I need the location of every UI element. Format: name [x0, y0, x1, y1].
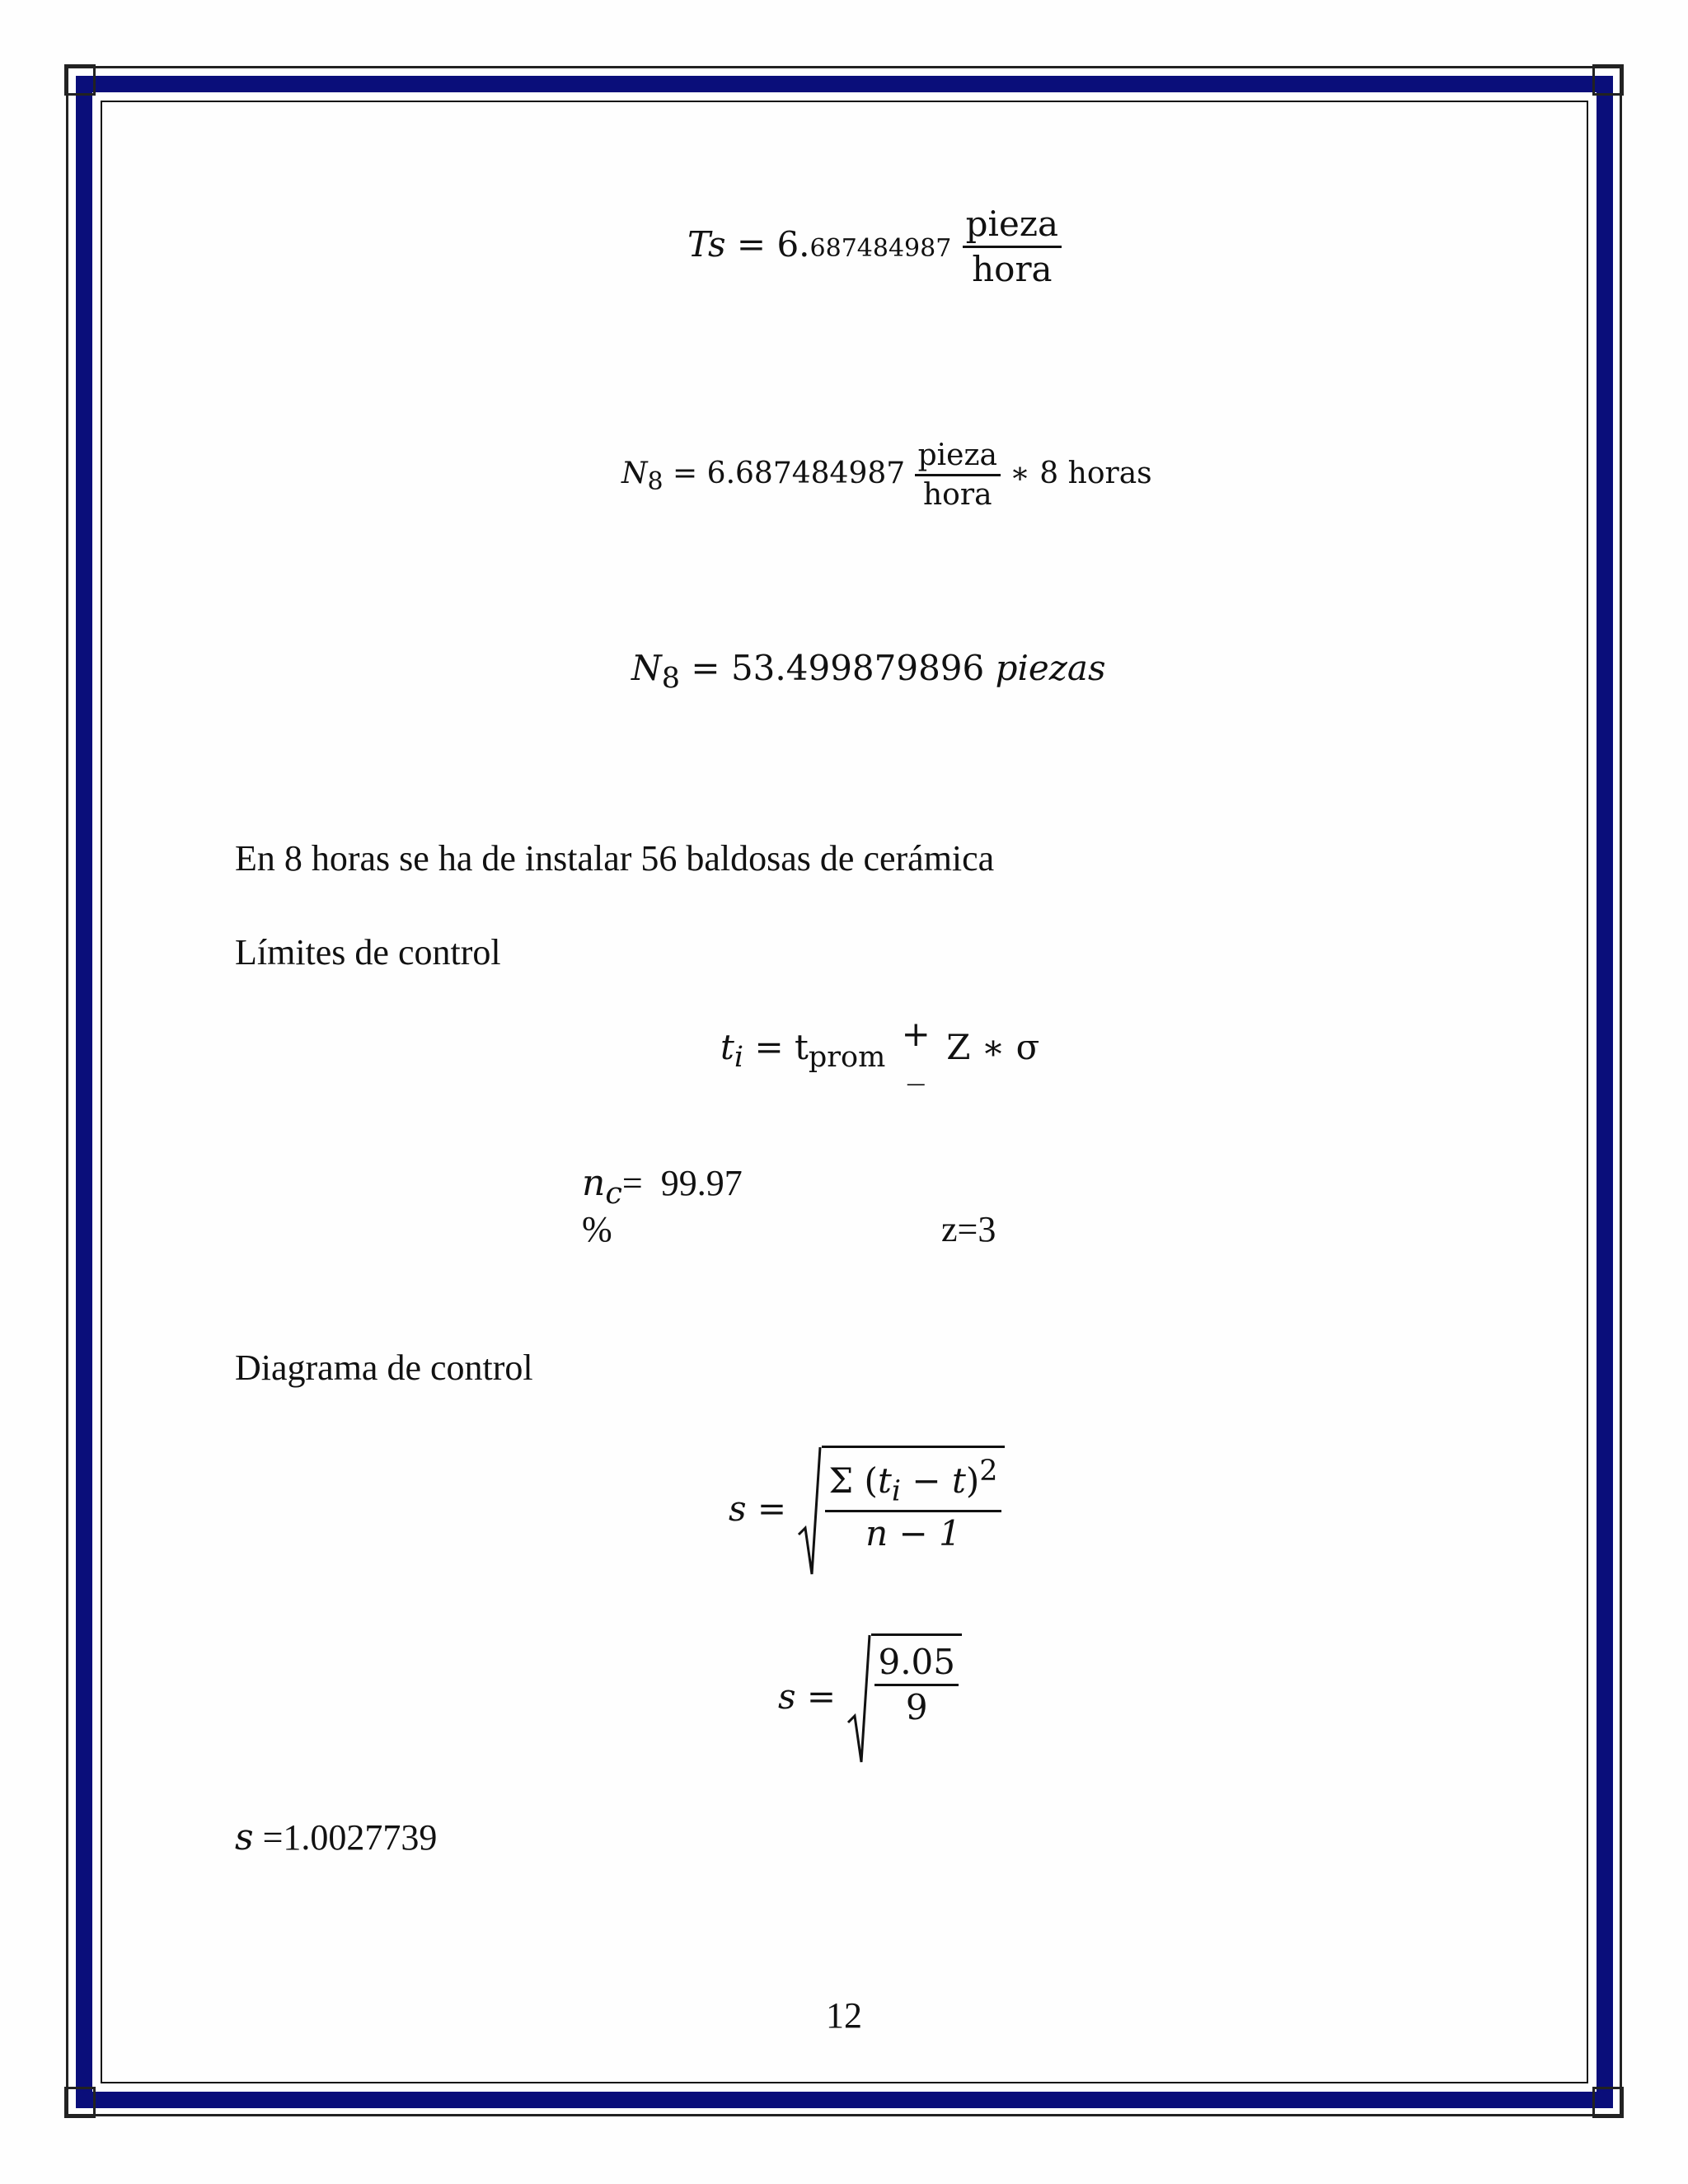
z-value: z=3 [941, 1209, 996, 1249]
sigma-symbol: Σ [828, 1460, 854, 1501]
radical-sign-icon [797, 1446, 822, 1577]
page-number: 12 [826, 1995, 862, 2036]
t-symbol: t [951, 1460, 966, 1501]
z-sigma-term: Z ∗ σ [946, 1026, 1040, 1067]
ts-symbol: Ts [687, 223, 726, 265]
exponent: 2 [979, 1455, 998, 1488]
minus-sign: − [912, 1460, 941, 1501]
fraction [915, 438, 1001, 513]
fraction [874, 1643, 959, 1728]
ti-subscript: i [734, 1041, 744, 1075]
confidence-value: 99.97 [660, 1163, 743, 1203]
close-paren: ) [965, 1460, 980, 1501]
n-subscript: 8 [647, 467, 663, 497]
ti-subscript: i [891, 1474, 902, 1508]
equals-sign: = [757, 1488, 787, 1529]
corner-ornament-bottom-right [1592, 2087, 1624, 2118]
n-subscript: 8 [661, 662, 681, 696]
fraction [963, 204, 1062, 290]
equals-sign: = [621, 1163, 643, 1203]
corner-ornament-top-left [64, 64, 96, 96]
fraction-denominator: n − 1 [865, 1512, 961, 1554]
fraction-numerator: pieza [963, 204, 1062, 248]
radical-sign-icon [846, 1633, 871, 1765]
fraction-denominator: 9 [905, 1687, 928, 1728]
tprom-symbol: t [795, 1026, 809, 1067]
equation-std-dev-values [778, 1633, 962, 1765]
nc-subscript: c [605, 1174, 622, 1211]
page-border-inner [101, 101, 1588, 2083]
fraction [825, 1455, 1001, 1554]
tprom-subscript: prom [808, 1041, 886, 1075]
minus-sign: _ [907, 1044, 925, 1085]
n-symbol: N [621, 456, 648, 490]
equation-n8-result [631, 648, 1106, 695]
equals-sign: = [673, 456, 698, 490]
percent-sign: % [582, 1209, 612, 1249]
result-unit: piezas [995, 648, 1106, 688]
equals-sign: = [754, 1026, 784, 1067]
plus-minus-sign [901, 1014, 931, 1085]
equals-sign: = [691, 648, 720, 688]
s-symbol: s [729, 1488, 747, 1529]
std-dev-value: =1.0027739 [262, 1817, 438, 1858]
std-dev-result [235, 1816, 437, 1858]
fraction-numerator: 9.05 [874, 1643, 959, 1686]
result-value: 53.499879896 [730, 648, 985, 688]
n-symbol: N [631, 648, 662, 688]
fraction-numerator: pieza [915, 438, 1001, 476]
heading-control-diagram: Diagrama de control [235, 1347, 533, 1388]
open-paren: ( [864, 1460, 878, 1501]
ti-symbol: t [877, 1460, 892, 1501]
ts-integer-part: 6. [776, 223, 810, 265]
fraction-denominator: hora [923, 478, 992, 513]
equation-std-dev-formula [729, 1446, 1005, 1577]
nc-symbol: n [582, 1162, 606, 1204]
s-symbol: s [778, 1676, 796, 1717]
fraction-numerator [825, 1455, 1001, 1512]
equation-control-limits [720, 1014, 1040, 1085]
rate-value: 6.687484987 [706, 456, 906, 490]
fraction-denominator: hora [972, 249, 1053, 290]
s-symbol: s [235, 1816, 254, 1858]
confidence-level [582, 1162, 743, 1211]
ts-decimal-part: 687484987 [809, 233, 952, 263]
hours-multiplier: ∗ 8 horas [1010, 456, 1152, 490]
square-root [846, 1633, 962, 1765]
plus-sign: + [901, 1014, 931, 1054]
equals-sign: = [806, 1676, 837, 1717]
heading-control-limits: Límites de control [235, 932, 501, 972]
corner-ornament-top-right [1592, 64, 1624, 96]
equation-n8-product [621, 438, 1152, 513]
equation-ts [687, 204, 1062, 290]
square-root [797, 1446, 1004, 1577]
equals-sign: = [736, 223, 767, 265]
ti-symbol: t [720, 1026, 734, 1067]
corner-ornament-bottom-left [64, 2087, 96, 2118]
paragraph-installation: En 8 horas se ha de instalar 56 baldosas de cerámica [235, 838, 995, 879]
